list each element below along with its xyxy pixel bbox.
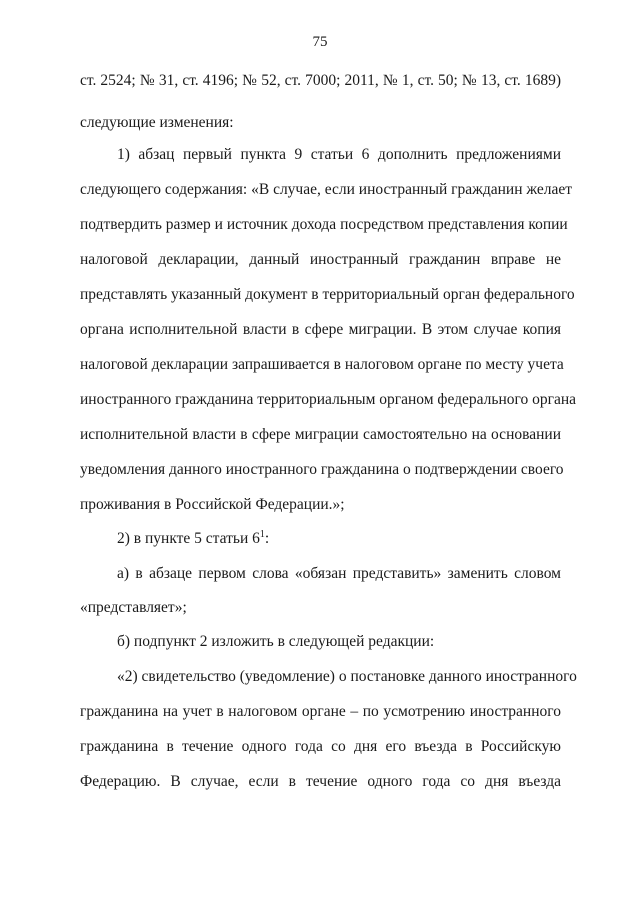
- text-line: ст. 2524; № 31, ст. 4196; № 52, ст. 7000; 2011, № 1, ст. 50; № 13, ст. 1689): [80, 72, 561, 89]
- text-line: иностранного гражданина территориальным органом федерального органа: [80, 391, 577, 408]
- text-line: проживания в Российской Федерации.»;: [80, 496, 345, 513]
- text-line: а) в абзаце первом слова «обязан представить» заменить словом: [117, 565, 561, 582]
- text-line: б) подпункт 2 изложить в следующей редакции:: [117, 633, 435, 650]
- text-line: 1) абзац первый пункта 9 статьи 6 дополнить предложениями: [117, 146, 561, 163]
- text-line: [117, 529, 269, 549]
- text-line-main: 2) в пункте 5 статьи 6: [117, 530, 260, 547]
- text-line: налоговой декларации запрашивается в налоговом органе по месту учета: [80, 356, 564, 373]
- text-line: представлять указанный документ в территориальный орган федерального: [80, 286, 575, 303]
- text-line: гражданина на учет в налоговом органе – по усмотрению иностранного: [80, 703, 561, 720]
- text-line: уведомления данного иностранного гражданина о подтверждении своего: [80, 461, 564, 478]
- text-line: следующие изменения:: [80, 114, 234, 131]
- superscript: 1: [259, 528, 265, 540]
- text-line: исполнительной власти в сфере миграции самостоятельно на основании: [80, 426, 561, 443]
- text-line: «2) свидетельство (уведомление) о постановке данного иностранного: [117, 668, 577, 685]
- text-line: подтвердить размер и источник дохода посредством представления копии: [80, 216, 568, 233]
- text-line: органа исполнительной власти в сфере миграции. В этом случае копия: [80, 321, 561, 338]
- text-line: налоговой декларации, данный иностранный гражданин вправе не: [80, 251, 561, 268]
- text-line: следующего содержания: «В случае, если иностранный гражданин желает: [80, 181, 573, 198]
- text-line: Федерацию. В случае, если в течение одного года со дня въезда: [80, 773, 561, 790]
- page-number: 75: [312, 34, 328, 50]
- text-line-tail: :: [264, 530, 270, 547]
- text-line: гражданина в течение одного года со дня его въезда в Российскую: [80, 738, 561, 755]
- text-line: «представляет»;: [80, 599, 187, 616]
